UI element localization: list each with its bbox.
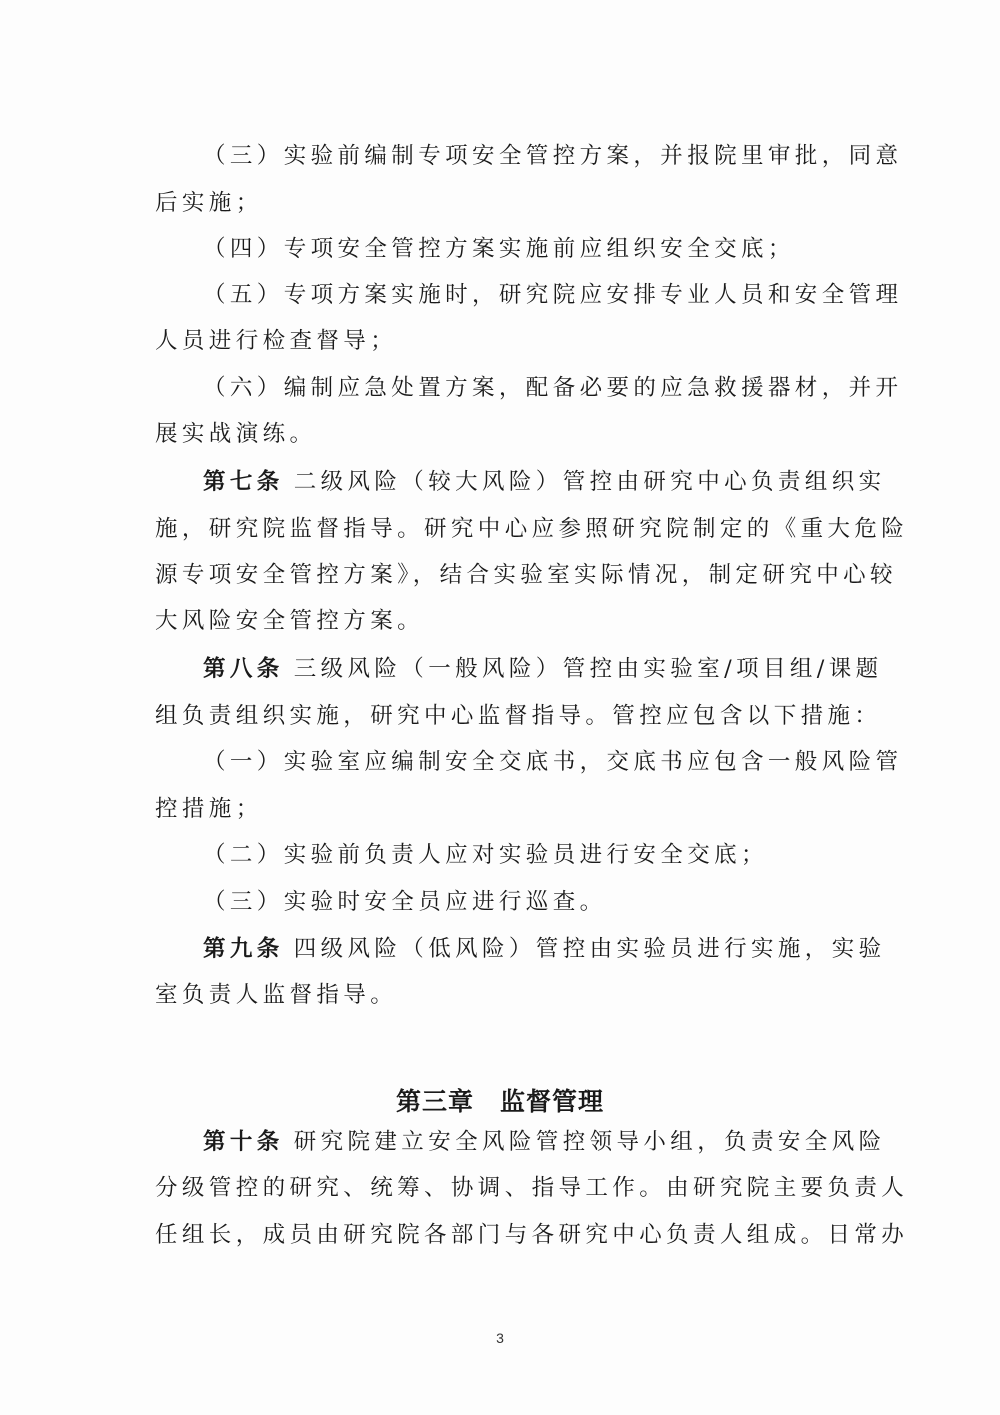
article-10-line-1 <box>203 1131 886 1154</box>
article-7-text: 二级风险（较大风险）管控由研究中心负责组织实 <box>293 469 886 495</box>
article-9-line-1 <box>203 938 886 961</box>
item-three-line-1: （三）实验前编制专项安全管控方案，并报院里审批，同意 <box>203 143 903 169</box>
article-9-label: 第九条 <box>203 936 284 962</box>
item-five-line-1: （五）专项方案实施时，研究院应安排专业人员和安全管理 <box>203 282 903 308</box>
article-10-line-3: 任组长，成员由研究院各部门与各研究中心负责人组成。日常办 <box>155 1222 909 1248</box>
chapter-number: 第三章 <box>395 1087 474 1116</box>
item-three-line-2: 后实施； <box>155 190 263 216</box>
article-7-line-4: 大风险安全管控方案。 <box>155 608 425 634</box>
article-9-text: 四级风险（低风险）管控由实验员进行实施，实验 <box>293 936 886 962</box>
item-six-line-1: （六）编制应急处置方案，配备必要的应急救援器材，并开 <box>203 375 903 401</box>
item-four: （四）专项安全管控方案实施前应组织安全交底； <box>203 236 795 262</box>
item-five-line-2: 人员进行检查督导； <box>155 328 398 354</box>
article-7-line-1 <box>203 471 886 494</box>
chapter-heading <box>0 1082 1000 1118</box>
article-8-line-1 <box>203 658 883 681</box>
chapter-title: 监督管理 <box>500 1087 605 1116</box>
article-9-line-2: 室负责人监督指导。 <box>155 982 398 1008</box>
article-8-item-3: （三）实验时安全员应进行巡查。 <box>203 889 607 915</box>
article-10-label: 第十条 <box>203 1129 284 1155</box>
article-8-item-2: （二）实验前负责人应对实验员进行安全交底； <box>203 842 768 868</box>
article-8-line-2: 组负责组织实施，研究中心监督指导。管控应包含以下措施： <box>155 703 882 729</box>
article-8-text: 三级风险（一般风险）管控由实验室/项目组/课题 <box>293 656 883 682</box>
item-six-line-2: 展实战演练。 <box>155 421 317 447</box>
article-7-label: 第七条 <box>203 469 284 495</box>
article-8-item-1-line-1: （一）实验室应编制安全交底书，交底书应包含一般风险管 <box>203 749 903 775</box>
article-7-line-3: 源专项安全管控方案》，结合实验室实际情况，制定研究中心较 <box>155 562 897 588</box>
page-number: 3 <box>496 1330 504 1346</box>
article-7-line-2: 施，研究院监督指导。研究中心应参照研究院制定的《重大危险 <box>155 516 909 542</box>
article-10-text: 研究院建立安全风险管控领导小组，负责安全风险 <box>293 1129 886 1155</box>
article-10-line-2: 分级管控的研究、统筹、协调、指导工作。由研究院主要负责人 <box>155 1175 909 1201</box>
article-8-item-1-line-2: 控措施； <box>155 796 263 822</box>
article-8-label: 第八条 <box>203 656 284 682</box>
